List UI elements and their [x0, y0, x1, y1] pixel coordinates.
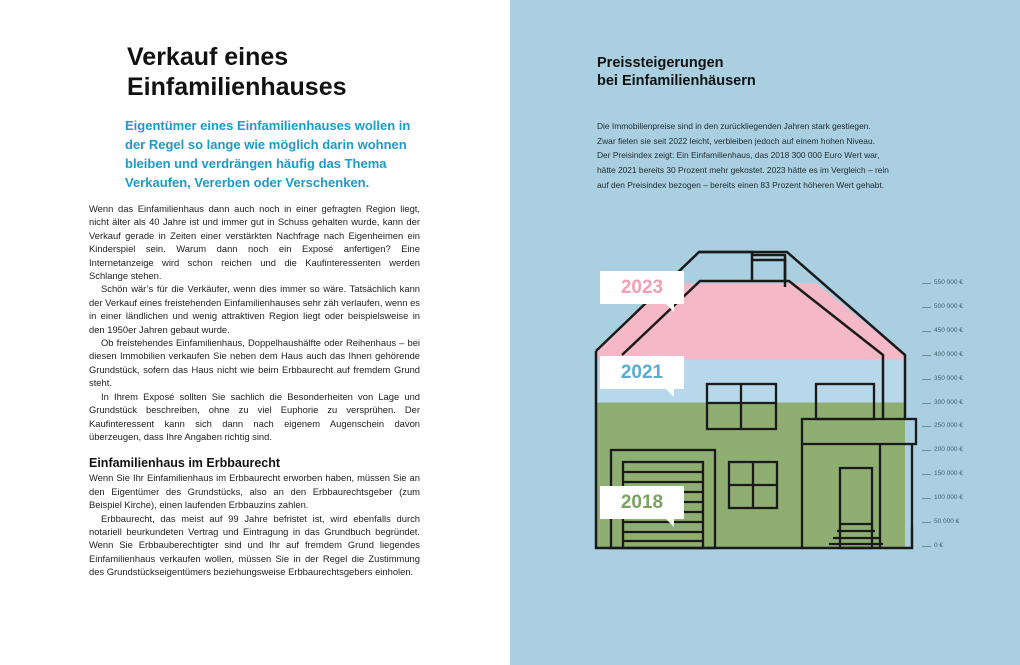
year-label-2023: 2023: [600, 271, 684, 304]
y-tick-label: 550 000 €: [934, 279, 963, 286]
year-label-2018: 2018: [600, 486, 684, 519]
infographic-text-line-5: auf den Preisindex bezogen – bereits einen 83 Prozent höheren Wert gehabt.: [597, 179, 885, 190]
y-tick-mark: [922, 522, 931, 523]
y-tick-mark: [922, 379, 931, 380]
y-tick-label: 50 000 €: [934, 518, 960, 526]
y-tick-mark: [922, 403, 931, 404]
page-title-line-1: Verkauf eines: [127, 43, 289, 71]
infographic-text-line-1: Die Immobilienpreise sind in den zurückliegenden Jahren stark gestiegen.: [597, 121, 871, 131]
infographic-text-line-2: Zwar fielen sie seit 2022 leicht, verbleiben jedoch auf einem hohen Niveau.: [597, 135, 875, 146]
year-label-2021: 2021: [600, 356, 684, 389]
y-tick-mark: [922, 546, 931, 547]
lead-paragraph: Eigentümer eines Einfamilienhauses wollen in der Regel so lange wie möglich darin wohnen bleiben und verdrängen häufig das Thema Verkaufen, Vererben oder Verschenken.: [125, 118, 411, 190]
y-tick-label: 150 000 €: [934, 470, 963, 478]
y-tick-label: 500 000 €: [934, 302, 963, 310]
infographic-title-line-2: bei Einfamilienhäusern: [597, 73, 756, 89]
y-tick-mark: [922, 307, 931, 308]
section-heading: Einfamilienhaus im Erbbaurecht: [89, 456, 281, 471]
y-tick-label: 400 000 €: [934, 350, 963, 358]
y-tick-mark: [922, 498, 931, 499]
y-tick-mark: [922, 283, 931, 284]
y-tick-label: 0 €: [934, 542, 944, 549]
body-paragraph-6: Erbbaurecht, das meist auf 99 Jahre befristet ist, wird ebenfalls durch notariell beurkundeten Vertrag und Eintragung in das Grundbuch begründet. Wenn Sie Erbbauberechtigter sind und Ihr auf fremdem Grund liegendes Einfamilienhaus verkaufen wollen, müssen Sie in der Regel die Zustimmung des Grundstückseigentümers beziehungsweise Erbbaurechtsgebers einholen.: [89, 512, 420, 578]
body-paragraph-3: Ob freistehendes Einfamilienhaus, Doppelhaushälfte oder Reihenhaus – bei diesen Immobilien verkaufen Sie neben dem Haus auch das Ihnen gehörende Grundstück, sofern das Haus nicht wie beim Erbbaurecht auf fremdem Grund steht.: [89, 337, 420, 389]
body-paragraph-2: Schön wär’s für die Verkäufer, wenn dies immer so wäre. Tatsächlich kann der Verkauf eines freistehenden Einfamilienhauses sehr zäh verlaufen, wenn es in einer ländlichen und wenig attraktiven Region liegt oder beispielsweise in den 1950er Jahren gebaut wurde.: [89, 283, 420, 335]
infographic-text-line-3: Der Preisindex zeigt: Ein Einfamilienhaus, das 2018 300 000 Euro Wert war,: [597, 150, 880, 161]
y-tick-label: 300 000 €: [934, 398, 963, 406]
y-tick-mark: [922, 450, 931, 451]
page-title-line-2: Einfamilienhauses: [127, 73, 347, 101]
y-tick-label: 200 000 €: [934, 446, 963, 454]
body-paragraph-4: In Ihrem Exposé sollten Sie sachlich die Besonderheiten von Lage und Grundstück beschreiben, ohne zu viel Euphorie zu versprühen. Der Kaufinteressent kann sich dann nach eigenem Augenschein davon überzeugen, dass Ihre Angaben richtig sind.: [89, 390, 420, 442]
y-tick-label: 250 000 €: [934, 422, 963, 430]
body-paragraph-1: Wenn das Einfamilienhaus dann auch noch in einer gefragten Region liegt, nicht älter als 40 Jahre ist und immer gut in Schuss gehalten wurde, kann der Verkauf gerade in Zeiten einer verstärkten Nachfrage nach Eigenheimen ein Kinderspiel sein. Warum dann noch ein Exposé anfertigen? Eine Internetanzeige wird schon reichen und die Kaufinteressenten werden Schlange stehen.: [89, 203, 420, 282]
y-tick-mark: [922, 426, 931, 427]
body-paragraph-5: Wenn Sie Ihr Einfamilienhaus im Erbbaurecht erworben haben, müssen Sie an den Eigentümer des Grundstücks, also an den Erbbaurechtsgeber (zum Beispiel Kirche), einen laufenden Erbbauzins zahlen.: [89, 472, 420, 511]
y-tick-label: 350 000 €: [934, 374, 963, 382]
y-tick-mark: [922, 355, 931, 356]
y-tick-label: 450 000 €: [934, 326, 963, 334]
y-tick-label: 100 000 €: [934, 494, 963, 502]
infographic-text-line-4: hätte 2021 bereits 30 Prozent mehr gekostet. 2023 hätte es im Vergleich – rein: [597, 165, 889, 176]
y-tick-mark: [922, 331, 931, 332]
y-tick-mark: [922, 474, 931, 475]
infographic-title-line-1: Preissteigerungen: [597, 55, 724, 71]
